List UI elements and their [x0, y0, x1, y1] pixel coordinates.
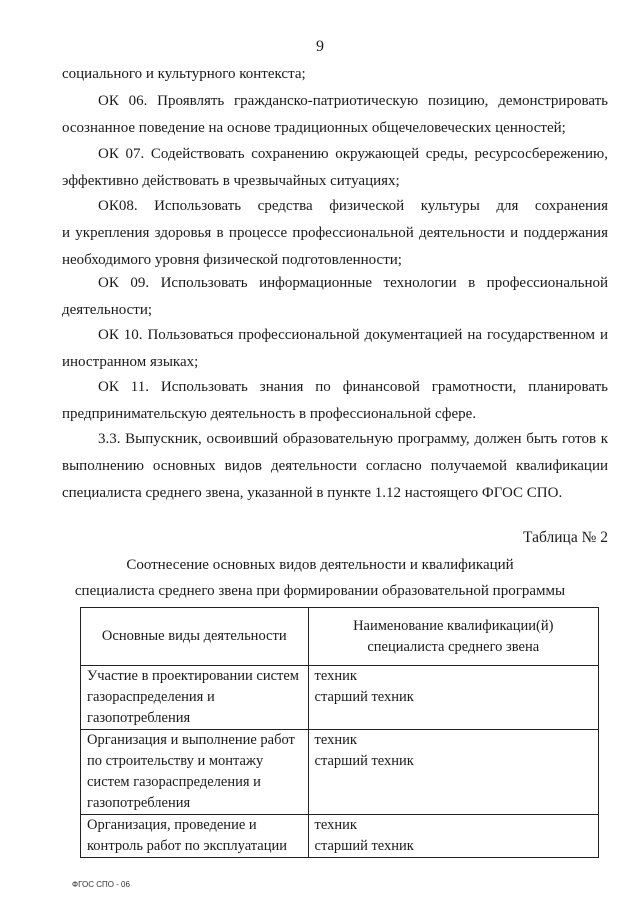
- cell-line: газопотребления: [87, 795, 191, 811]
- table-header-row: [81, 608, 599, 666]
- cell-line: техник: [314, 668, 357, 684]
- paragraph-line: 3.3. Выпускник, освоивший образовательную программу, должен быть готов к: [98, 431, 608, 447]
- paragraph-line: осознанное поведение на основе традиционных общечеловеческих ценностей;: [62, 120, 566, 136]
- header-qualification-line: специалиста среднего звена: [367, 638, 540, 655]
- table-row: [81, 730, 599, 815]
- cell-line: техник: [314, 817, 357, 833]
- qualification-cell: [308, 666, 598, 730]
- paragraph-continuation: [62, 61, 608, 88]
- cell-line: по строительству и монтажу: [87, 753, 264, 769]
- paragraph-ok07: [62, 141, 608, 195]
- header-activities: Основные виды деятельности: [81, 608, 309, 666]
- paragraph-line: выполнению основных видов деятельности согласно получаемой квалификации: [62, 458, 608, 474]
- header-qualification: [308, 608, 598, 666]
- paragraph-line: ОК 06. Проявлять гражданско-патриотическую позицию, демонстрировать: [98, 93, 608, 109]
- activity-cell: [81, 730, 309, 815]
- header-qualification-line: Наименование квалификации(й): [353, 617, 554, 634]
- activity-cell: [81, 815, 309, 858]
- cell-line: Организация, проведение и: [87, 817, 257, 833]
- qualification-cell: [308, 730, 598, 815]
- paragraph-line: предпринимательскую деятельность в профессиональной сфере.: [62, 406, 477, 422]
- paragraph-line: социального и культурного контекста;: [62, 66, 306, 82]
- paragraph-line: и укрепления здоровья в процессе профессиональной деятельности и поддержания: [62, 225, 608, 241]
- cell-line: старший техник: [314, 838, 414, 854]
- qualification-cell: [308, 815, 598, 858]
- paragraph-line: ОК 09. Использовать информационные технологии в профессиональной: [98, 275, 608, 291]
- paragraph-ok10: [62, 322, 608, 376]
- paragraph-ok08: [62, 193, 608, 274]
- cell-line: систем газораспределения и: [87, 774, 261, 790]
- table-caption-line2: специалиста среднего звена при формировании образовательной программы: [74, 583, 566, 599]
- paragraph-line: необходимого уровня физической подготовленности;: [62, 252, 402, 268]
- paragraph-ok06: [62, 88, 608, 142]
- paragraph-line: ОК08. Использовать средства физической культуры для сохранения: [98, 198, 608, 214]
- cell-line: газораспределения и: [87, 689, 215, 705]
- cell-line: Участие в проектировании систем: [87, 668, 299, 684]
- footer-doc-code: ФГОС СПО - 06: [72, 880, 130, 889]
- page-number: 9: [316, 38, 324, 55]
- paragraph-line: специалиста среднего звена, указанной в пункте 1.12 настоящего ФГОС СПО.: [62, 485, 563, 501]
- cell-line: газопотребления: [87, 710, 191, 726]
- cell-line: Организация и выполнение работ: [87, 732, 295, 748]
- paragraph-line: эффективно действовать в чрезвычайных ситуациях;: [62, 173, 400, 189]
- cell-line: старший техник: [314, 753, 414, 769]
- table-row: [81, 815, 599, 858]
- cell-line: контроль работ по эксплуатации: [87, 838, 288, 854]
- paragraph-ok09: [62, 270, 608, 324]
- paragraph-line: иностранном языках;: [62, 354, 199, 370]
- table-caption-line1: Соотнесение основных видов деятельности и квалификаций: [126, 557, 514, 573]
- paragraph-line: ОК 07. Содействовать сохранению окружающей среды, ресурсосбережению,: [98, 146, 608, 162]
- table-row: [81, 666, 599, 730]
- table-label: Таблица № 2: [523, 529, 608, 546]
- paragraph-3-3: [62, 426, 608, 507]
- activity-cell: [81, 666, 309, 730]
- paragraph-ok11: [62, 374, 608, 428]
- cell-line: техник: [314, 732, 357, 748]
- paragraph-line: деятельности;: [62, 302, 153, 318]
- qualifications-table: [80, 607, 599, 858]
- paragraph-line: ОК 10. Пользоваться профессиональной документацией на государственном и: [98, 327, 608, 343]
- paragraph-line: ОК 11. Использовать знания по финансовой грамотности, планировать: [98, 379, 608, 395]
- cell-line: старший техник: [314, 689, 414, 705]
